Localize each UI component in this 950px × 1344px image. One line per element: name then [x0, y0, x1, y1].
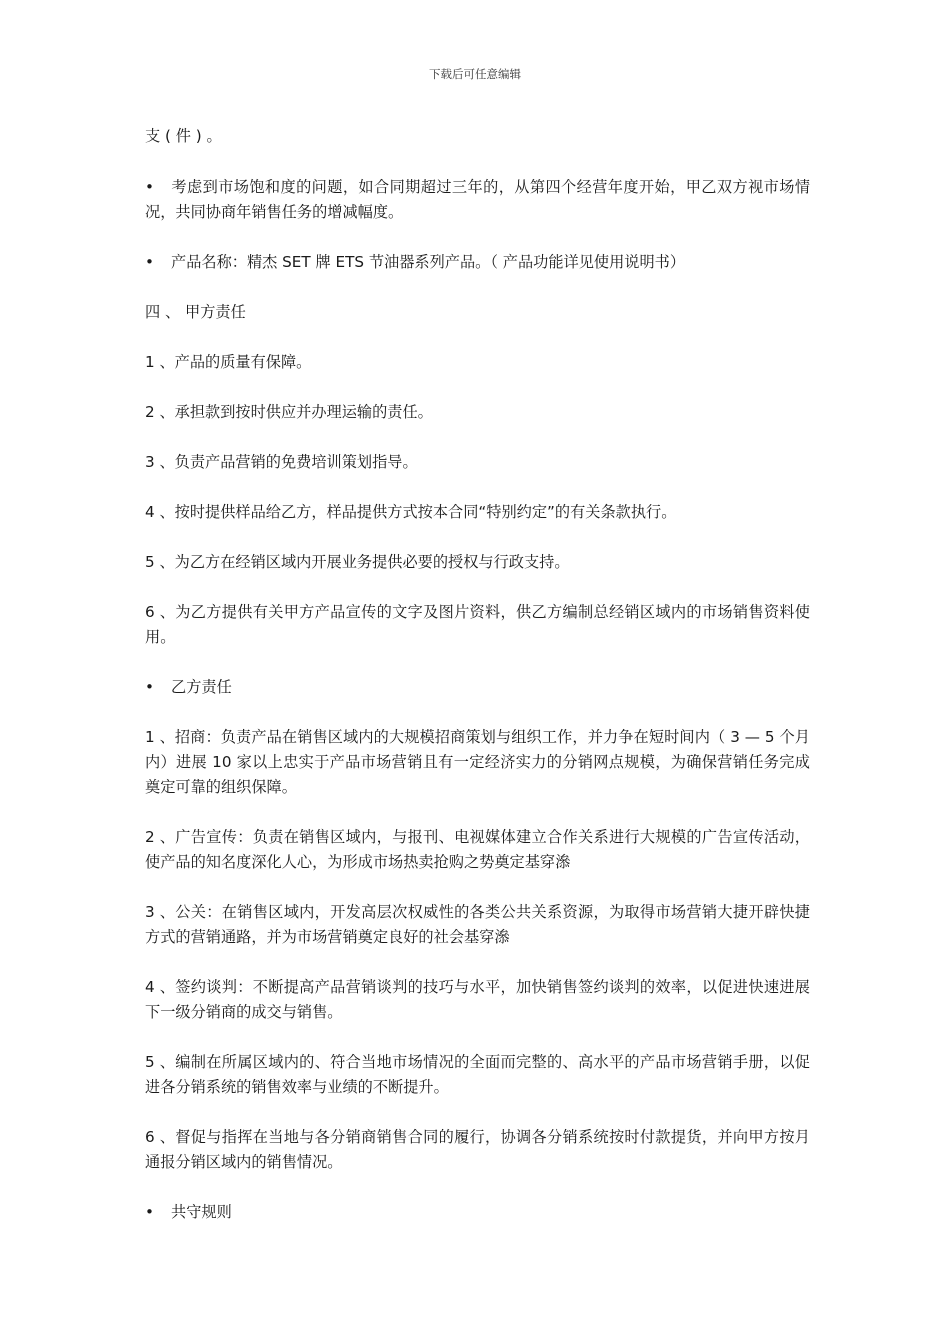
paragraph — [145, 1050, 810, 1100]
paragraph — [145, 975, 810, 1025]
paragraph-text: 2 、广告宣传：负责在销售区域内，与报刊、电视媒体建立合作关系进行大规模的广告宣传活动，使产品的知名度深化人心，为形成市场热卖抢购之势奠定基穿㵕 — [145, 828, 810, 871]
paragraph — [145, 500, 810, 525]
paragraph-text: 6 、为乙方提供有关甲方产品宣传的文字及图片资料，供乙方编制总经销区域内的市场销售资料使用。 — [145, 603, 810, 646]
page-header: 下载后可任意编辑 — [429, 67, 521, 81]
paragraph — [145, 450, 810, 475]
paragraph — [145, 725, 810, 800]
document-body — [145, 124, 810, 1250]
paragraph-text: 2 、承担款到按时供应并办理运输的责任。 — [145, 403, 433, 421]
paragraph — [145, 1125, 810, 1175]
bullet-heading — [145, 675, 810, 700]
paragraph — [145, 124, 810, 149]
bullet-icon: • — [145, 678, 154, 696]
paragraph — [145, 550, 810, 575]
paragraph — [145, 825, 810, 875]
paragraph-text: 4 、按时提供样品给乙方，样品提供方式按本合同“特别约定”的有关条款执行。 — [145, 503, 677, 521]
paragraph-text: 5 、为乙方在经销区域内开展业务提供必要的授权与行政支持。 — [145, 553, 570, 571]
paragraph-text: 产品名称：精杰 SET 牌 ETS 节油器系列产品。（ 产品功能详见使用说明书） — [171, 253, 686, 271]
paragraph-text: 乙方责任 — [171, 678, 232, 696]
bullet-icon: • — [145, 253, 154, 271]
bullet-paragraph — [145, 175, 810, 225]
paragraph-text: 6 、督促与指挥在当地与各分销商销售合同的履行，协调各分销系统按时付款提货，并向甲方按月通报分销区域内的销售情况。 — [145, 1128, 810, 1171]
section-heading — [145, 300, 810, 325]
paragraph-text: 4 、签约谈判：不断提高产品营销谈判的技巧与水平，加快销售签约谈判的效率，以促进快速进展下一级分销商的成交与销售。 — [145, 978, 810, 1021]
paragraph-text: 3 、负责产品营销的免费培训策划指导。 — [145, 453, 418, 471]
paragraph-text: 5 、编制在所属区域内的、符合当地市场情况的全面而完整的、高水平的产品市场营销手册，以促进各分销系统的销售效率与业绩的不断提升。 — [145, 1053, 810, 1096]
bullet-heading — [145, 1200, 810, 1225]
bullet-icon: • — [145, 178, 154, 196]
paragraph-text: 支 ( 件 ) 。 — [145, 127, 222, 145]
paragraph-text: 四 、 甲方责任 — [145, 303, 246, 321]
paragraph-text: 3 、公关：在销售区域内，开发高层次权威性的各类公共关系资源，为取得市场营销大捷开辟快捷方式的营销通路，并为市场营销奠定良好的社会基穿㵕 — [145, 903, 810, 946]
paragraph — [145, 350, 810, 375]
paragraph-text: 1 、招商：负责产品在销售区域内的大规模招商策划与组织工作，并力争在短时间内（ 3 — 5 个月内）进展 10 家以上忠实于产品市场营销且有一定经济实力的分销网点规模，为确保营销任务完成奠定可靠的组织保障。 — [145, 728, 810, 796]
paragraph — [145, 600, 810, 650]
paragraph-text: 1 、产品的质量有保障。 — [145, 353, 312, 371]
paragraph-text: 共守规则 — [171, 1203, 232, 1221]
bullet-paragraph — [145, 250, 810, 275]
paragraph-text: 考虑到市场饱和度的问题，如合同期超过三年的，从第四个经营年度开始，甲乙双方视市场情况，共同协商年销售任务的增减幅度。 — [145, 178, 810, 221]
paragraph — [145, 900, 810, 950]
bullet-icon: • — [145, 1203, 154, 1221]
paragraph — [145, 400, 810, 425]
